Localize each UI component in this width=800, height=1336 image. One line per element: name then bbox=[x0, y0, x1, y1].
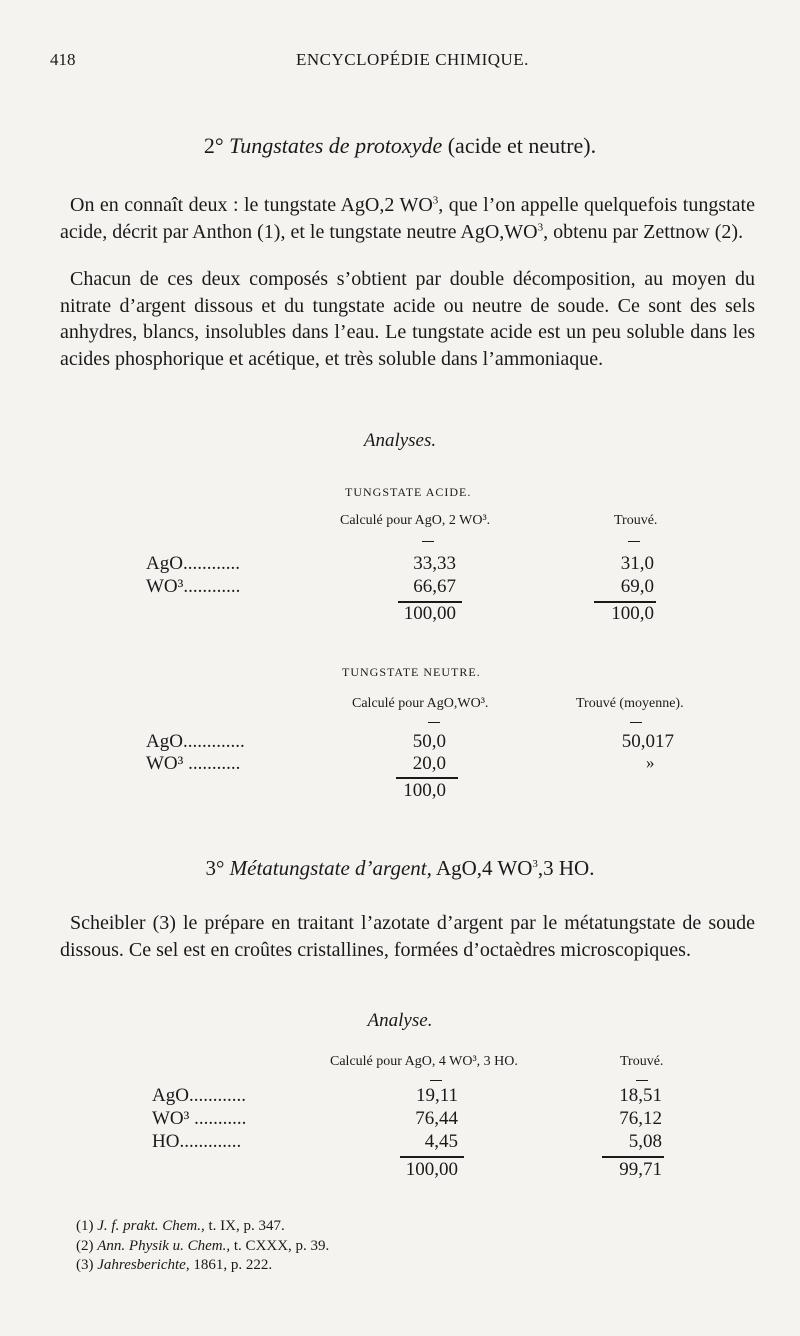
table1-caption: TUNGSTATE ACIDE. bbox=[345, 485, 472, 499]
footnote bbox=[76, 1257, 272, 1274]
table3-row-found: 18,51 bbox=[619, 1085, 662, 1106]
table3-total-rule-calc bbox=[400, 1156, 464, 1158]
para1-text-2: , que l’on appelle quelquefois tungstate acide, décrit par Anthon (1), et le tungstate neutre AgO,WO bbox=[60, 194, 755, 243]
section-number: 3° bbox=[205, 856, 225, 880]
table3-row-label: HO............. bbox=[152, 1131, 242, 1152]
table1-total-found: 100,0 bbox=[611, 603, 654, 624]
table3-total-rule-found bbox=[602, 1156, 664, 1158]
table3-row-calc: 4,45 bbox=[424, 1131, 458, 1152]
table1-row-calc: 66,67 bbox=[413, 576, 456, 597]
footnote-source: Jahresberichte, bbox=[97, 1257, 190, 1273]
footnote bbox=[76, 1218, 285, 1235]
table3-row-calc: 76,44 bbox=[415, 1108, 458, 1129]
section-formula-part: AgO,4 WO bbox=[435, 856, 533, 880]
table2-col-found: Trouvé (moyenne). bbox=[576, 696, 684, 711]
footnote-ref: 1861, p. 222. bbox=[193, 1257, 273, 1273]
para1-sup-2: 3 bbox=[537, 220, 544, 233]
table3-row-calc: 19,11 bbox=[415, 1085, 458, 1106]
paragraph-3: Scheibler (3) le prépare en traitant l’azotate d’argent par le métatungstate de soude dissous. Ce sel est en croûtes cristallines, formées d’octaèdres microscopiques. bbox=[60, 912, 755, 961]
table3-row-found: 5,08 bbox=[628, 1131, 662, 1152]
table3-col-calc: Calculé pour AgO, 4 WO³, 3 HO. bbox=[330, 1054, 518, 1069]
table2-row-label: AgO............. bbox=[146, 731, 245, 752]
paragraph-1 bbox=[60, 192, 755, 245]
table2-row-label: WO³ ........... bbox=[146, 753, 241, 774]
table1-dash-calc bbox=[422, 541, 434, 542]
paragraph-2: Chacun de ces deux composés s’obtient par double décomposition, au moyen du nitrate d’argent dissous et du tungstate acide ou neutre de soude. Ce sont des sels anhydres, blancs, insolubles dans l’eau. Le tungstate acide est un peu soluble dans les acides phosphorique et acétique, et très soluble dans l’ammoniaque. bbox=[60, 268, 755, 370]
table2-row-calc: 50,0 bbox=[412, 731, 446, 752]
footnote bbox=[76, 1238, 329, 1255]
table3-dash-found bbox=[636, 1080, 648, 1081]
section-title-italic: Métatungstate d’argent, bbox=[229, 856, 432, 880]
footnote-number: (3) bbox=[76, 1257, 94, 1273]
section-3-title bbox=[0, 856, 800, 881]
table3-row-label: WO³ ........... bbox=[152, 1108, 247, 1129]
table2-row-found: 50,017 bbox=[621, 731, 674, 752]
table2-dash-found bbox=[630, 722, 642, 723]
table1-col-found: Trouvé. bbox=[614, 513, 658, 528]
footnote-number: (2) bbox=[76, 1238, 94, 1254]
section-title-italic: Tungstates de protoxyde bbox=[229, 133, 443, 158]
table1-row-calc: 33,33 bbox=[413, 553, 456, 574]
footnote-source: Ann. Physik u. Chem., bbox=[97, 1238, 231, 1254]
footnote-ref: t. IX, p. 347. bbox=[208, 1218, 285, 1234]
table2-row-found: » bbox=[646, 753, 655, 772]
table1-row-found: 69,0 bbox=[620, 576, 654, 597]
footnote-source: J. f. prakt. Chem., bbox=[97, 1218, 205, 1234]
table3-total-found: 99,71 bbox=[619, 1159, 662, 1180]
table1-total-calc: 100,00 bbox=[403, 603, 456, 624]
para1-sup-1: 3 bbox=[432, 194, 439, 207]
table3-dash-calc bbox=[430, 1080, 442, 1081]
table2-total-rule bbox=[396, 777, 458, 779]
section-title-rest: (acide et neutre). bbox=[447, 133, 597, 158]
para1-text-1: On en connaît deux : le tungstate AgO,2 WO bbox=[70, 194, 433, 216]
table2-caption: TUNGSTATE NEUTRE. bbox=[342, 665, 481, 679]
section-number: 2° bbox=[203, 133, 224, 158]
section-formula-part: ,3 HO. bbox=[537, 856, 595, 880]
section-2-title bbox=[0, 133, 800, 159]
table2-dash-calc bbox=[428, 722, 440, 723]
footnote-ref: t. CXXX, p. 39. bbox=[233, 1238, 330, 1254]
table1-col-calc: Calculé pour AgO, 2 WO³. bbox=[340, 513, 491, 528]
table3-row-label: AgO............ bbox=[152, 1085, 246, 1106]
analyses-heading: Analyses. bbox=[363, 430, 437, 451]
table1-row-label: WO³............ bbox=[146, 576, 241, 597]
table1-dash-found bbox=[628, 541, 640, 542]
table2-row-calc: 20,0 bbox=[412, 753, 446, 774]
table2-total-calc: 100,0 bbox=[403, 780, 446, 801]
table2-col-calc: Calculé pour AgO,WO³. bbox=[352, 696, 489, 711]
para1-text-3: , obtenu par Zettnow (2). bbox=[543, 220, 744, 243]
running-title: ENCYCLOPÉDIE CHIMIQUE. bbox=[296, 50, 529, 69]
table3-row-found: 76,12 bbox=[619, 1108, 662, 1129]
page-number: 418 bbox=[50, 50, 76, 69]
table3-total-calc: 100,00 bbox=[405, 1159, 458, 1180]
table1-row-found: 31,0 bbox=[620, 553, 654, 574]
section-formula-sup: 3 bbox=[532, 858, 538, 870]
analyse-heading: Analyse. bbox=[367, 1010, 433, 1031]
footnote-number: (1) bbox=[76, 1218, 94, 1234]
table3-col-found: Trouvé. bbox=[620, 1054, 664, 1069]
table1-row-label: AgO............ bbox=[146, 553, 240, 574]
